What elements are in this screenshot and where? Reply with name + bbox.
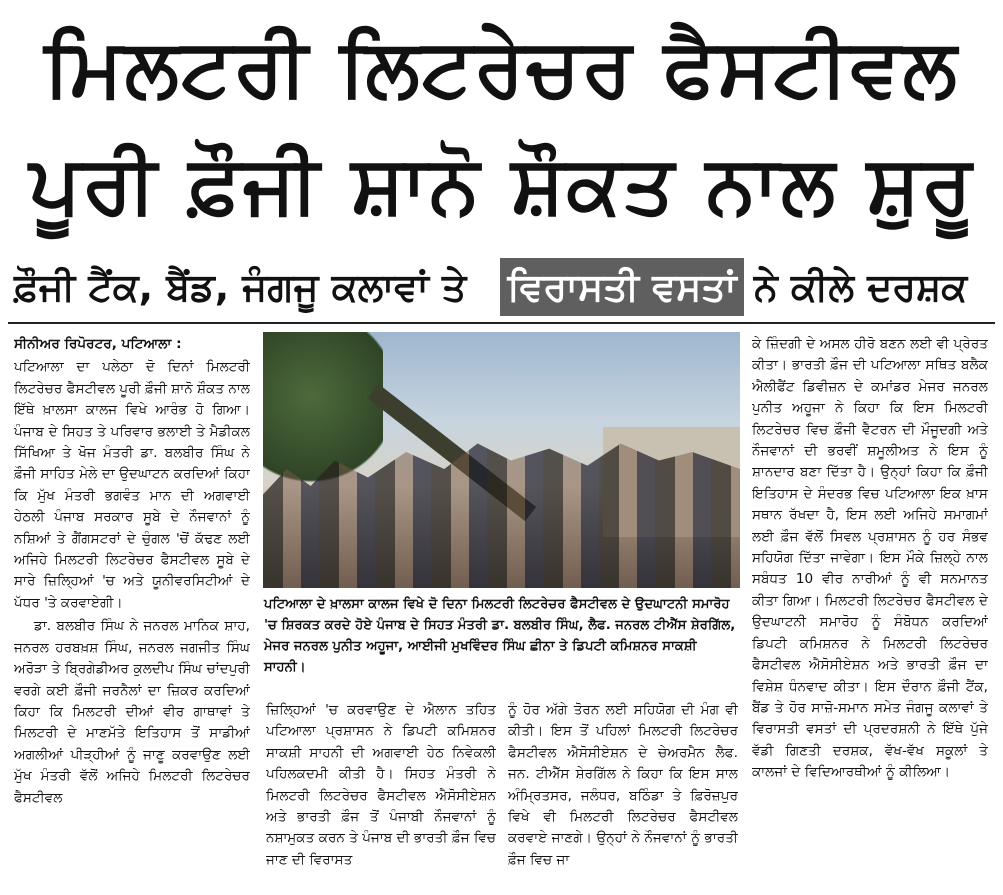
photo-tree — [263, 332, 383, 492]
article-paragraph: ਡਾ. ਬਲਬੀਰ ਸਿੰਘ ਨੇ ਜਨਰਲ ਮਾਨਿਕ ਸ਼ਾਹ, ਜਨਰਲ ਹਰਬਖ਼ਸ਼ ਸਿੰਘ, ਜਨਰਲ ਜਗਜੀਤ ਸਿੰਘ ਅਰੋੜਾ ਤੇ ਬ੍ਰਿਗੇਡੀਅਰ ਕੁਲਦੀਪ ਸਿੰਘ ਚਾਂਦਪੁਰੀ ਵਰਗੇ ਕਈ ਫ਼ੌਜੀ ਜਰਨੈਲਾਂ ਦਾ ਜ਼ਿਕਰ ਕਰਦਿਆਂ ਕਿਹਾ ਕਿ ਮਿਲਟਰੀ ਦੀਆਂ ਵੀਰ ਗਾਥਾਵਾਂ ਤੇ ਮਿਲਟਰੀ ਦੇ ਮਾਣਮੱਤੇ ਇਤਿਹਾਸ ਤੋਂ ਸਾਡੀਆਂ ਅਗਲੀਆਂ ਪੀੜ੍ਹੀਆਂ ਨੂੰ ਜਾਣੂ ਕਰਵਾਉਣ ਲਈ ਮੁੱਖ ਮੰਤਰੀ ਵੱਲੋਂ ਅਜਿਹੇ ਮਿਲਟਰੀ ਲਿਟਰੇਚਰ ਫੈਸਟੀਵਲ — [14, 618, 250, 806]
article-paragraph: ਜ਼ਿਲ੍ਹਿਆਂ 'ਚ ਕਰਵਾਉਣ ਦੇ ਐਲਾਨ ਤਹਿਤ ਪਟਿਆਲਾ ਪ੍ਰਸ਼ਾਸਨ ਨੇ ਡਿਪਟੀ ਕਮਿਸ਼ਨਰ ਸਾਕਸ਼ੀ ਸਾਹਨੀ ਦੀ ਅਗਵਾਈ ਹੇਠ ਨਿਵੇਕਲੀ ਪਹਿਲਕਦਮੀ ਕੀਤੀ ਹੈ। ਸਿਹਤ ਮੰਤਰੀ ਨੇ ਮਿਲਟਰੀ ਲਿਟਰੇਚਰ ਫੈਸਟੀਵਲ ਐਸੋਸੀਏਸ਼ਨ ਅਤੇ ਭਾਰਤੀ ਫ਼ੌਜ ਤੋਂ ਪੰਜਾਬੀ ਨੌਜਵਾਨਾਂ ਨੂੰ ਨਸ਼ਾਮੁਕਤ ਕਰਨ ਤੇ ਪੰਜਾਬ ਦੀ ਭਾਰਤੀ ਫ਼ੌਜ ਵਿਚ ਜਾਣ ਦੀ ਵਿਰਾਸਤ — [266, 702, 496, 868]
headline-line-2: ਪੂਰੀ ਫ਼ੌਜੀ ਸ਼ਾਨੋ ਸ਼ੌਕਤ ਨਾਲ ਸ਼ੁਰੂ — [29, 138, 974, 231]
divider — [8, 322, 995, 324]
byline: ਸੀਨੀਅਰ ਰਿਪੋਰਟਰ, ਪਟਿਆਲਾ : — [14, 336, 182, 352]
photo-caption: ਪਟਿਆਲਾ ਦੇ ਖ਼ਾਲਸਾ ਕਾਲਜ ਵਿਖੇ ਦੋ ਦਿਨਾ ਮਿਲਟਰੀ ਲਿਟਰੇਚਰ ਫੈਸਟੀਵਲ ਦੇ ਉਦਘਾਟਨੀ ਸਮਾਰੋਹ 'ਚ ਸ਼ਿਰਕਤ ਕਰਦੇ ਹੋਏ ਪੰਜਾਬ ਦੇ ਸਿਹਤ ਮੰਤਰੀ ਡਾ. ਬਲਬੀਰ ਸਿੰਘ, ਲੈਫ. ਜਨਰਲ ਟੀਐੱਸ ਸ਼ੇਰਗਿੱਲ, ਮੇਜਰ ਜਨਰਲ ਪੁਨੀਤ ਅਹੂਜਾ, ਆਈਜੀ ਮੁਖਵਿੰਦਰ ਸਿੰਘ ਛੀਨਾ ਤੇ ਡਿਪਟੀ ਕਮਿਸ਼ਨਰ ਸਾਕਸ਼ੀ ਸਾਹਨੀ। — [264, 597, 736, 675]
subheadline-highlight: ਵਿਰਾਸਤੀ ਵਸਤਾਂ — [500, 258, 744, 316]
subheadline-part-1: ਫ਼ੌਜੀ ਟੈਂਕ, ਬੈਂਡ, ਜੰਗਜੂ ਕਲਾਵਾਂ ਤੇ — [14, 265, 467, 309]
subheadline — [0, 258, 1003, 316]
article-paragraph: ਪਟਿਆਲਾ ਦਾ ਪਲੇਠਾ ਦੋ ਦਿਨਾਂ ਮਿਲਟਰੀ ਲਿਟਰੇਚਰ ਫੈਸਟੀਵਲ ਪੂਰੀ ਫ਼ੌਜੀ ਸ਼ਾਨੋ ਸ਼ੌਕਤ ਨਾਲ ਇੱਥੇ ਖ਼ਾਲਸਾ ਕਾਲਜ ਵਿਖੇ ਆਰੰਭ ਹੋ ਗਿਆ। ਪੰਜਾਬ ਦੇ ਸਿਹਤ ਤੇ ਪਰਿਵਾਰ ਭਲਾਈ ਤੇ ਮੈਡੀਕਲ ਸਿੱਖਿਆ ਤੇ ਖੋਜ ਮੰਤਰੀ ਡਾ. ਬਲਬੀਰ ਸਿੰਘ ਨੇ ਫ਼ੌਜੀ ਸਾਹਿਤ ਮੇਲੇ ਦਾ ਉਦਘਾਟਨ ਕਰਦਿਆਂ ਕਿਹਾ ਕਿ ਮੁੱਖ ਮੰਤਰੀ ਭਗਵੰਤ ਮਾਨ ਦੀ ਅਗਵਾਈ ਹੇਠਲੀ ਪੰਜਾਬ ਸਰਕਾਰ ਸੂਬੇ ਦੇ ਨੌਜਵਾਨਾਂ ਨੂੰ ਨਸ਼ਿਆਂ ਤੇ ਗੈਂਗਸਟਰਾਂ ਦੇ ਚੁੰਗਲ 'ਚੋਂ ਕੱਢਣ ਲਈ ਅਜਿਹੇ ਮਿਲਟਰੀ ਲਿਟਰੇਚਰ ਫੈਸਟੀਵਲ ਸੂਬੇ ਦੇ ਸਾਰੇ ਜ਼ਿਲ੍ਹਿਆਂ 'ਚ ਅਤੇ ਯੂਨੀਵਰਸਿਟੀਆਂ ਦੇ ਪੱਧਰ 'ਤੇ ਕਰਵਾਏਗੀ। — [14, 359, 250, 611]
article-column-4 — [752, 334, 988, 884]
article-paragraph: ਕੇ ਜ਼ਿੰਦਗੀ ਦੇ ਅਸਲ ਹੀਰੋ ਬਣਨ ਲਈ ਵੀ ਪ੍ਰੇਰਤ ਕੀਤਾ। ਭਾਰਤੀ ਫ਼ੌਜ ਦੀ ਪਟਿਆਲਾ ਸਥਿਤ ਬਲੈਕ ਐਲੀਫੈਂਟ ਡਿਵੀਜ਼ਨ ਦੇ ਕਮਾਂਡਰ ਮੇਜਰ ਜਨਰਲ ਪੁਨੀਤ ਅਹੂਜਾ ਨੇ ਕਿਹਾ ਕਿ ਇਸ ਮਿਲਟਰੀ ਲਿਟਰੇਚਰ ਵਿਚ ਫ਼ੌਜੀ ਵੈਟਰਨ ਦੀ ਮੌਜੂਦਗੀ ਅਤੇ ਨੌਜਵਾਨਾਂ ਦੀ ਭਰਵੀਂ ਸ਼ਮੂਲੀਅਤ ਨੇ ਇਸ ਨੂੰ ਸ਼ਾਨਦਾਰ ਬਣਾ ਦਿੱਤਾ ਹੈ। ਉਨ੍ਹਾਂ ਕਿਹਾ ਕਿ ਫ਼ੌਜੀ ਇਤਿਹਾਸ ਦੇ ਸੰਦਰਭ ਵਿਚ ਪਟਿਆਲਾ ਇਕ ਖ਼ਾਸ ਸਥਾਨ ਰੱਖਦਾ ਹੈ, ਇਸ ਲਈ ਅਜਿਹੇ ਸਮਾਗਮਾਂ ਲਈ ਫ਼ੌਜ ਵੱਲੋਂ ਸਿਵਲ ਪ੍ਰਸ਼ਾਸਨ ਨੂੰ ਹਰ ਸੰਭਵ ਸਹਿਯੋਗ ਦਿੱਤਾ ਜਾਵੇਗਾ। ਇਸ ਮੌਕੇ ਜ਼ਿਲ੍ਹੇ ਨਾਲ ਸਬੰਧਤ 10 ਵੀਰ ਨਾਰੀਆਂ ਨੂੰ ਵੀ ਸਨਮਾਨਤ ਕੀਤਾ ਗਿਆ। ਮਿਲਟਰੀ ਲਿਟਰੇਚਰ ਫੈਸਟੀਵਲ ਦੇ ਉਦਘਾਟਨੀ ਸਮਾਰੋਹ ਨੂੰ ਸੰਬੋਧਨ ਕਰਦਿਆਂ ਡਿਪਟੀ ਕਮਿਸ਼ਨਰ ਨੇ ਮਿਲਟਰੀ ਲਿਟਰੇਚਰ ਫੈਸਟੀਵਲ ਐਸੋਸੀਏਸ਼ਨ ਅਤੇ ਭਾਰਤੀ ਫ਼ੌਜ ਦਾ ਵਿਸ਼ੇਸ਼ ਧੰਨਵਾਦ ਕੀਤਾ। ਇਸ ਦੌਰਾਨ ਫ਼ੌਜੀ ਟੈਂਕ, ਬੈਂਡ ਤੇ ਹੋਰ ਸਾਜ਼ੋ-ਸਮਾਨ ਸਮੇਤ ਜੰਗਜੂ ਕਲਾਵਾਂ ਤੇ ਵਿਰਾਸਤੀ ਵਸਤਾਂ ਦੀ ਪ੍ਰਦਰਸ਼ਨੀ ਨੇ ਇੱਥੇ ਪੁੱਜੇ ਵੱਡੀ ਗਿਣਤੀ ਦਰਸ਼ਕ, ਵੱਖ-ਵੱਖ ਸਕੂਲਾਂ ਤੇ ਕਾਲਜਾਂ ਦੇ ਵਿਦਿਆਰਥੀਆਂ ਨੂੰ ਕੀਲਿਆ। — [752, 336, 988, 781]
article-column-3 — [508, 700, 738, 888]
article-column-2 — [266, 700, 496, 888]
article-column-1 — [14, 334, 250, 884]
headline-line-1: ਮਿਲਟਰੀ ਲਿਟਰੇਚਰ ਫੈਸਟੀਵਲ — [44, 21, 959, 114]
news-photo — [263, 332, 740, 588]
subheadline-part-2: ਨੇ ਕੀਲੇ ਦਰਸ਼ਕ — [754, 265, 968, 309]
article-paragraph: ਨੂੰ ਹੋਰ ਅੱਗੇ ਤੋਰਨ ਲਈ ਸਹਿਯੋਗ ਦੀ ਮੰਗ ਵੀ ਕੀਤੀ। ਇਸ ਤੋਂ ਪਹਿਲਾਂ ਮਿਲਟਰੀ ਲਿਟਰੇਚਰ ਫੈਸਟੀਵਲ ਐਸੋਸੀਏਸ਼ਨ ਦੇ ਚੇਅਰਮੈਨ ਲੈਫ. ਜਨ. ਟੀਐੱਸ ਸ਼ੇਰਗਿੱਲ ਨੇ ਕਿਹਾ ਕਿ ਇਸ ਸਾਲ ਅੰਮ੍ਰਿਤਸਰ, ਜਲੰਧਰ, ਬਠਿੰਡਾ ਤੇ ਫ਼ਿਰੋਜ਼ਪੁਰ ਵਿਖੇ ਵੀ ਮਿਲਟਰੀ ਲਿਟਰੇਚਰ ਫੈਸਟੀਵਲ ਕਰਵਾਏ ਜਾਣਗੇ। ਉਨ੍ਹਾਂ ਨੇ ਨੌਜਵਾਨਾਂ ਨੂੰ ਭਾਰਤੀ ਫ਼ੌਜ ਵਿਚ ਜਾ — [508, 702, 738, 868]
